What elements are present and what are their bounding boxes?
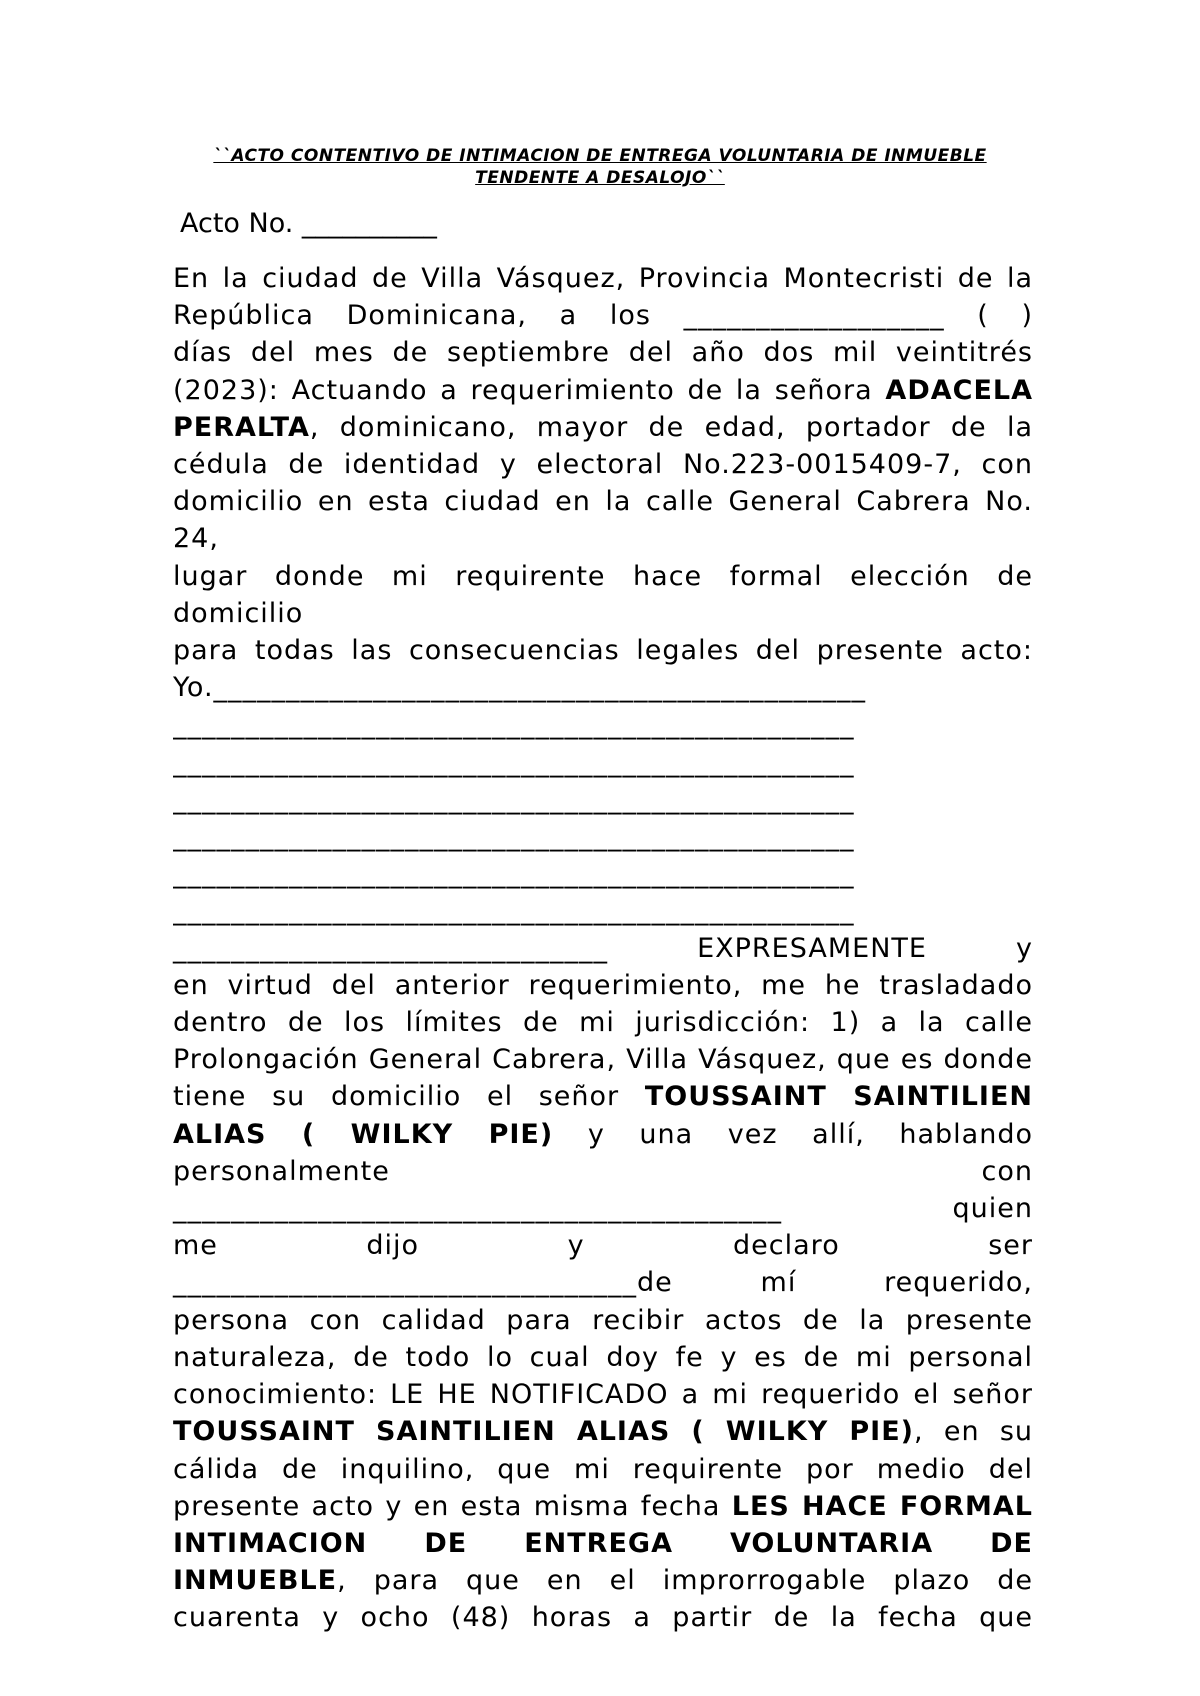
body-line [173,1116,1033,1153]
body-line: En la ciudad de Villa Vásquez, Provincia Montecristi de la [173,263,1033,294]
body-line: personalmente con [173,1155,1033,1187]
body-line: me dijo y declaro ser [173,1230,1033,1262]
body-line: lugar donde mi requirente hace formal elección de domicilio [173,560,1033,629]
intimacion-heading-cont: INTIMACION DE ENTREGA VOLUNTARIA DE [173,1527,1033,1559]
title-line-1: ``ACTO CONTENTIVO DE INTIMACION DE ENTREGA VOLUNTARIA DE INMUEBLE [213,146,987,166]
blank-line: _______________________________________________ [173,783,855,815]
document-title [170,145,1030,189]
blank-line: _______________________________________________ [173,858,855,890]
requerido-alias: ALIAS ( WILKY PIE) [173,1118,554,1150]
body-line [173,409,1033,446]
body-line [173,1488,1033,1525]
requirente-surname: PERALTA [173,411,310,443]
body-line: ______________________________ EXPRESAMENTE y [173,932,1033,964]
requerido-full-name: TOUSSAINT SAINTILIEN ALIAS ( WILKY PIE) [173,1416,914,1448]
body-line: ________________________________de mí requerido, [173,1267,1033,1299]
yo-blank-line: Yo._____________________________________________ [173,672,867,704]
body-line: __________________________________________ quien [173,1193,1033,1225]
body-line: persona con calidad para recibir actos de la presente [173,1304,1033,1336]
blank-line: _______________________________________________ [173,746,855,778]
body-line: domicilio en esta ciudad en la calle General Cabrera No. 24, [173,486,1033,555]
body-line: en virtud del anterior requerimiento, me he trasladado [173,969,1033,1001]
body-line: conocimiento: LE HE NOTIFICADO a mi requerido el señor [173,1379,1033,1411]
body-text: presente acto y en esta misma fecha [173,1490,732,1522]
body-line [173,372,1033,409]
body-line [173,1413,1033,1450]
document-body [173,260,1033,1637]
body-text: y una vez allí, hablando [553,1118,1033,1150]
acto-number: Acto No. __________ [180,208,437,239]
body-line: Prolongación General Cabrera, Villa Vásquez, que es donde [173,1044,1033,1076]
body-line: para todas las consecuencias legales del presente acto: [173,635,1033,667]
body-text: , para que en el improrrogable plazo de [337,1565,1033,1597]
body-line: cédula de identidad y electoral No.223-0015409-7, con [173,449,1033,481]
body-text: , en su [914,1416,1033,1448]
body-line: República Dominicana, a los __________________ ( ) [173,300,1033,332]
blank-line: _______________________________________________ [173,821,855,853]
body-line: dentro de los límites de mi jurisdicción: 1) a la calle [173,1007,1033,1039]
body-text: (2023): Actuando a requerimiento de la señora [173,374,886,406]
body-line: cálida de inquilino, que mi requirente por medio del [173,1453,1033,1485]
body-text: , dominicano, mayor de edad, portador de la [309,411,1033,443]
requerido-name: TOUSSAINT SAINTILIEN [644,1081,1033,1113]
body-line: cuarenta y ocho (48) horas a partir de la fecha que [173,1602,1033,1634]
body-line [173,1078,1033,1115]
requirente-name: ADACELA [885,374,1033,406]
body-line [173,1525,1033,1562]
body-text: tiene su domicilio el señor [173,1081,645,1113]
body-line: naturaleza, de todo lo cual doy fe y es de mi personal [173,1341,1033,1373]
intimacion-heading-end: INMUEBLE [173,1565,338,1597]
body-line: días del mes de septiembre del año dos mil veintitrés [173,337,1033,369]
title-line-2: TENDENTE A DESALOJO`` [475,168,725,188]
body-line [173,1562,1033,1599]
blank-line: _______________________________________________ [173,709,855,741]
blank-line: _______________________________________________ [173,895,855,927]
intimacion-heading: LES HACE FORMAL [731,1490,1033,1522]
